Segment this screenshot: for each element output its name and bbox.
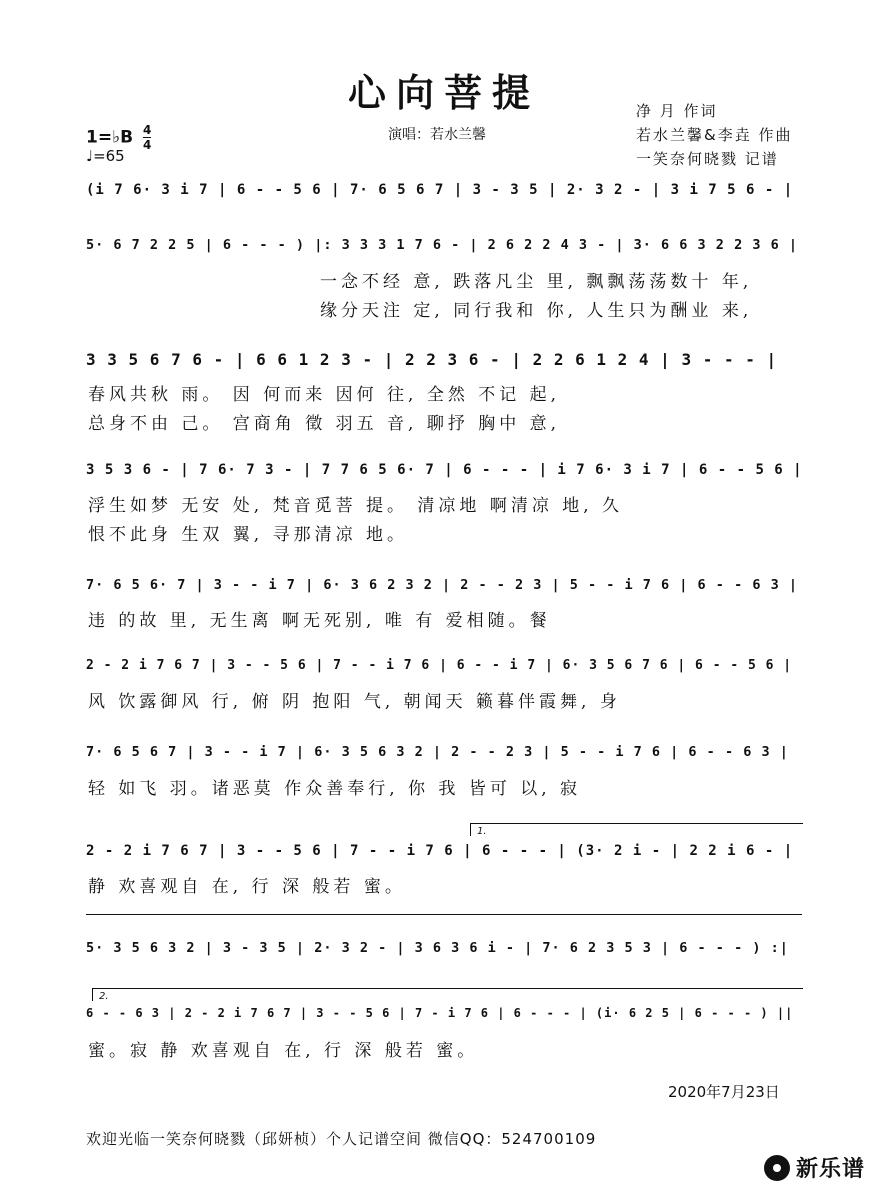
score-row-9-notes: 5· 3 5 6 3 2 | 3 - 3 5 | 2· 3 2 - | 3 6 3 6 i - | 7· 6 2 3 5 3 | 6 - - - ) :| bbox=[86, 940, 789, 956]
score-row-8-lyrics-1: 静 欢喜观自 在, 行 深 般若 蜜。 bbox=[88, 877, 406, 897]
score-row-1-notes: (i 7 6· 3 i 7 | 6 - - 5 6 | 7· 6 5 6 7 | 3 - 3 5 | 2· 3 2 - | 3 i 7 5 6 - | bbox=[86, 182, 794, 198]
transcriber-credit: 一笑奈何晓戮 记谱 bbox=[636, 150, 779, 168]
lyricist-credit: 净 月 作词 bbox=[636, 102, 718, 120]
transcription-date: 2020年7月23日 bbox=[668, 1083, 780, 1101]
score-row-6-notes: 2 - 2 i 7 6 7 | 3 - - 5 6 | 7 - - i 7 6 | 6 - - i 7 | 6· 3 5 6 7 6 | 6 - - 5 6 | bbox=[86, 658, 793, 673]
composer-credit: 若水兰馨&李垚 作曲 bbox=[636, 126, 793, 144]
score-row-2-lyrics-2: 缘分天注 定, 同行我和 你, 人生只为酬业 来, bbox=[320, 301, 753, 321]
score-row-7-lyrics-1: 轻 如飞 羽。诸恶莫 作众善奉行, 你 我 皆可 以, 寂 bbox=[88, 779, 582, 799]
score-row-3-notes: 3 3 5 6 7 6 - | 6 6 1 2 3 - | 2 2 3 6 - | 2 2 6 1 2 4 | 3 - - - | bbox=[86, 350, 778, 369]
tempo-mark: ♩=65 bbox=[86, 147, 125, 165]
singer-credit: 演唱：若水兰馨 bbox=[388, 127, 486, 143]
first-ending-bracket bbox=[470, 823, 803, 836]
vinyl-disc-icon bbox=[764, 1155, 790, 1181]
score-row-4-notes: 3 5 3 6 - | 7 6· 7 3 - | 7 7 6 5 6· 7 | 6 - - - | i 7 6· 3 i 7 | 6 - - 5 6 | bbox=[86, 462, 803, 478]
first-ending-label: 1. bbox=[477, 826, 487, 837]
score-row-3-lyrics-1: 春风共秋 雨。 因 何而来 因何 往, 全然 不记 起, bbox=[88, 385, 561, 405]
score-row-3-lyrics-2: 总身不由 己。 宫商角 徵 羽五 音, 聊抒 胸中 意, bbox=[88, 414, 561, 434]
time-sig-bottom: 4 bbox=[142, 138, 152, 152]
score-row-4-lyrics-1: 浮生如梦 无安 处, 梵音觅菩 提。 清凉地 啊清凉 地, 久 bbox=[88, 496, 624, 516]
time-sig-top: 4 bbox=[142, 123, 152, 137]
score-row-4-lyrics-2: 恨不此身 生双 翼, 寻那清凉 地。 bbox=[88, 525, 409, 545]
score-row-7-notes: 7· 6 5 6 7 | 3 - - i 7 | 6· 3 5 6 3 2 | 2 - - 2 3 | 5 - - i 7 6 | 6 - - 6 3 | bbox=[86, 744, 789, 760]
second-ending-label: 2. bbox=[99, 991, 109, 1002]
time-signature bbox=[143, 124, 151, 151]
score-row-2-notes: 5· 6 7 2 2 5 | 6 - - - ) |: 3 3 3 1 7 6 - | 2 6 2 2 4 3 - | 3· 6 6 3 2 2 3 6 | bbox=[86, 237, 798, 253]
score-row-10-lyrics-1: 蜜。寂 静 欢喜观自 在, 行 深 般若 蜜。 bbox=[88, 1041, 479, 1061]
song-title: 心向菩提 bbox=[347, 70, 540, 115]
first-ending-line bbox=[86, 914, 802, 915]
key-label: 1=♭B bbox=[86, 127, 134, 148]
score-row-10-notes: 6 - - 6 3 | 2 - 2 i 7 6 7 | 3 - - 5 6 | 7 - i 7 6 | 6 - - - | (i· 6 2 5 | 6 - - - ) || bbox=[86, 1006, 794, 1020]
second-ending-bracket bbox=[92, 988, 803, 1001]
logo-text: 新乐谱 bbox=[796, 1157, 866, 1182]
score-row-8-notes: 2 - 2 i 7 6 7 | 3 - - 5 6 | 7 - - i 7 6 | 6 - - - | (3· 2 i - | 2 2 i 6 - | bbox=[86, 843, 794, 859]
site-logo bbox=[764, 1152, 865, 1183]
footer-text: 欢迎光临一笑奈何晓戮（邱妍桢）个人记谱空间 微信QQ：524700109 bbox=[86, 1130, 597, 1148]
score-row-5-notes: 7· 6 5 6· 7 | 3 - - i 7 | 6· 3 6 2 3 2 | 2 - - 2 3 | 5 - - i 7 6 | 6 - - 6 3 | bbox=[86, 577, 798, 593]
score-row-2-lyrics-1: 一念不经 意, 跌落凡尘 里, 飘飘荡荡数十 年, bbox=[320, 272, 753, 292]
score-row-6-lyrics-1: 风 饮露御风 行, 俯 阴 抱阳 气, 朝闻天 籁暮伴霞舞, 身 bbox=[88, 692, 621, 712]
score-row-5-lyrics-1: 违 的故 里, 无生离 啊无死别, 唯 有 爱相随。餐 bbox=[88, 611, 551, 631]
